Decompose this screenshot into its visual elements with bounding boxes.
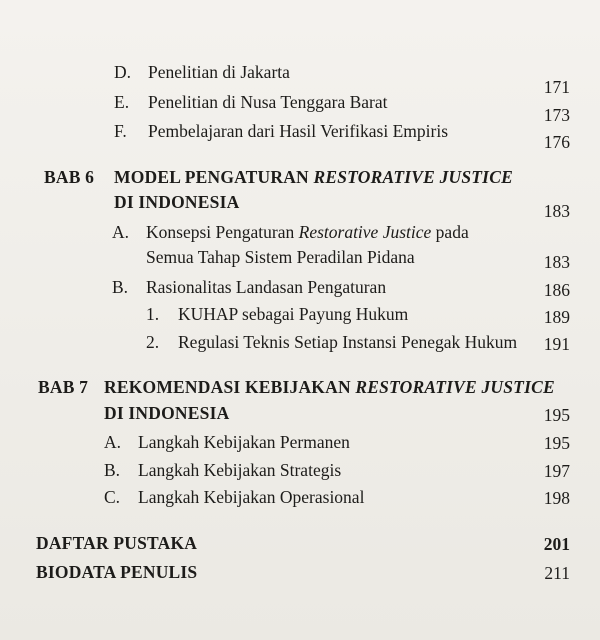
toc-entry-6b1 — [146, 303, 408, 325]
chapter-title-line2: DI INDONESIA — [104, 403, 230, 423]
toc-page-number: 195 — [543, 433, 570, 453]
toc-entry-6b — [112, 276, 386, 298]
toc-title: Penelitian di Nusa Tenggara Barat — [148, 92, 388, 112]
toc-letter: D. — [114, 62, 132, 82]
chapter-label: BAB 6 — [44, 167, 95, 187]
toc-entry-7b — [104, 459, 341, 481]
toc-title: Penelitian di Jakarta — [148, 62, 290, 82]
toc-entry-e — [114, 91, 388, 113]
toc-entry-biodata-penulis: BIODATA PENULIS — [36, 562, 198, 582]
toc-letter: B. — [104, 460, 121, 480]
toc-page-number: 186 — [543, 280, 570, 300]
chapter-title-italic: RESTORATIVE JUSTICE — [355, 377, 555, 397]
toc-sub-number: 2. — [146, 332, 160, 352]
toc-entry-6a-line2: Semua Tahap Sistem Peradilan Pidana — [146, 247, 415, 267]
chapter-title-text: REKOMENDASI KEBIJAKAN — [104, 377, 356, 397]
chapter-title-text: MODEL PENGATURAN — [114, 167, 314, 187]
toc-page-number: 195 — [543, 405, 570, 425]
toc-letter: F. — [114, 121, 127, 141]
toc-letter: E. — [114, 92, 130, 112]
chapter-title — [104, 376, 555, 398]
toc-entry-daftar-pustaka: DAFTAR PUSTAKA — [36, 533, 198, 553]
toc-entry-7c — [104, 486, 364, 508]
toc-title: Pembelajaran dari Hasil Verifikasi Empiris — [148, 121, 449, 141]
toc-title: Rasionalitas Landasan Pengaturan — [146, 277, 387, 297]
toc-title: Langkah Kebijakan Operasional — [138, 487, 365, 507]
toc-page-number: 171 — [543, 77, 570, 97]
toc-page-number: 189 — [543, 307, 570, 327]
toc-title: Konsepsi Pengaturan — [146, 222, 299, 242]
chapter-title-line2: DI INDONESIA — [114, 192, 240, 212]
toc-entry-6a — [112, 221, 469, 243]
chapter-title — [114, 166, 513, 188]
toc-page-number: 183 — [543, 252, 570, 272]
toc-page-number: 176 — [543, 132, 570, 152]
toc-sub-number: 1. — [146, 304, 160, 324]
toc-entry-7a — [104, 431, 350, 453]
toc-page-number: 183 — [543, 201, 570, 221]
toc-title: Regulasi Teknis Setiap Instansi Penegak Hukum — [178, 332, 518, 352]
toc-entry-6b2 — [146, 331, 517, 353]
toc-page-number: 191 — [543, 334, 570, 354]
toc-title: Langkah Kebijakan Strategis — [138, 460, 342, 480]
chapter-label: BAB 7 — [38, 377, 89, 397]
toc-page-number: 201 — [543, 534, 570, 554]
toc-entry-d — [114, 61, 290, 83]
toc-page-number: 173 — [543, 105, 570, 125]
toc-title-italic: Restorative Justice — [298, 222, 432, 242]
toc-entry-f — [114, 120, 448, 142]
toc-page-number: 211 — [544, 563, 570, 583]
toc-letter: A. — [104, 432, 122, 452]
toc-letter: A. — [112, 222, 130, 242]
chapter-title-italic: RESTORATIVE JUSTICE — [313, 167, 513, 187]
toc-page-number: 197 — [543, 461, 570, 481]
toc-letter: C. — [104, 487, 121, 507]
toc-title: Langkah Kebijakan Permanen — [138, 432, 350, 452]
toc-title-end: pada — [431, 222, 469, 242]
toc-title: KUHAP sebagai Payung Hukum — [178, 304, 409, 324]
toc-page-number: 198 — [543, 488, 570, 508]
toc-letter: B. — [112, 277, 129, 297]
